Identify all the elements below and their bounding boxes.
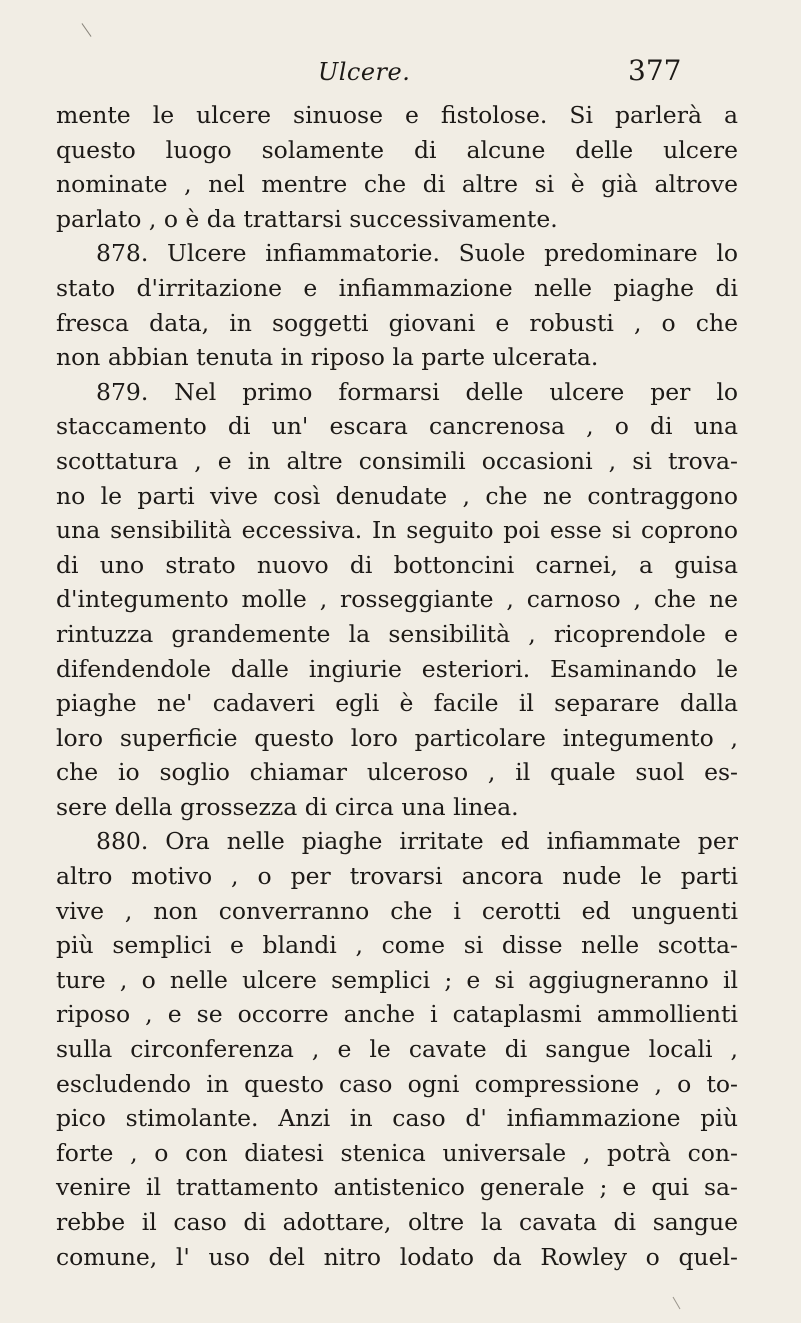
stray-mark bbox=[673, 1297, 681, 1310]
text-line: 880. Ora nelle piaghe irritate ed infiammate per bbox=[96, 827, 738, 856]
body-text bbox=[56, 98, 738, 1274]
text-line: comune, l' uso del nitro lodato da Rowley o quel- bbox=[56, 1242, 738, 1271]
text-line: questo luogo solamente di alcune delle ulcere bbox=[56, 135, 738, 164]
text-line: 879. Nel primo formarsi delle ulcere per lo bbox=[96, 377, 738, 406]
text-line: che io soglio chiamar ulceroso , il quale suol es- bbox=[56, 758, 738, 787]
text-line: sulla circonferenza , e le cavate di sangue locali , bbox=[56, 1035, 738, 1064]
stray-mark bbox=[82, 23, 92, 37]
text-line: d'integumento molle , rosseggiante , carnoso , che ne bbox=[56, 585, 738, 614]
page-number: 377 bbox=[628, 54, 682, 87]
text-line: mente le ulcere sinuose e fistolose. Si parlerà a bbox=[56, 101, 738, 129]
text-line: venire il trattamento antistenico generale ; e qui sa- bbox=[56, 1173, 738, 1202]
text-line: rebbe il caso di adottare, oltre la cavata di sangue bbox=[56, 1208, 738, 1236]
text-line: escludendo in questo caso ogni compressione , o to- bbox=[56, 1069, 738, 1098]
text-line: non abbian tenuta in riposo la parte ulcerata. bbox=[56, 343, 599, 372]
running-head: Ulcere. bbox=[318, 58, 411, 86]
text-line: fresca data, in soggetti giovani e robusti , o che bbox=[56, 308, 738, 337]
text-line: nominate , nel mentre che di altre si è già altrove bbox=[56, 170, 738, 199]
text-line: stato d'irritazione e infiammazione nelle piaghe di bbox=[56, 273, 738, 302]
page-header bbox=[0, 50, 801, 90]
text-line: 878. Ulcere infiammatorie. Suole predominare lo bbox=[96, 239, 738, 268]
text-line: una sensibilità eccessiva. In seguito poi esse si coprono bbox=[56, 516, 738, 545]
text-line: di uno strato nuovo di bottoncini carnei, a guisa bbox=[56, 550, 738, 579]
text-line: parlato , o è da trattarsi successivamente. bbox=[56, 204, 558, 233]
text-line: staccamento di un' escara cancrenosa , o di una bbox=[56, 412, 738, 441]
text-line: difendendole dalle ingiurie esteriori. Esaminando le bbox=[56, 654, 738, 683]
text-line: forte , o con diatesi stenica universale , potrà con- bbox=[56, 1138, 738, 1167]
text-line: pico stimolante. Anzi in caso d' infiammazione più bbox=[56, 1104, 738, 1133]
text-line: vive , non converranno che i cerotti ed unguenti bbox=[56, 896, 738, 925]
text-line: loro superficie questo loro particolare integumento , bbox=[56, 723, 738, 752]
text-line: scottatura , e in altre consimili occasioni , si trova- bbox=[56, 446, 738, 475]
text-line: ture , o nelle ulcere semplici ; e si aggiugneranno il bbox=[56, 965, 738, 994]
text-line: sere della grossezza di circa una linea. bbox=[56, 792, 519, 821]
text-line: altro motivo , o per trovarsi ancora nude le parti bbox=[56, 862, 738, 891]
text-line: rintuzza grandemente la sensibilità , ricoprendole e bbox=[56, 619, 738, 648]
text-line: riposo , e se occorre anche i cataplasmi ammollienti bbox=[56, 1000, 738, 1029]
text-line: più semplici e blandi , come si disse nelle scotta- bbox=[56, 931, 738, 960]
text-line: no le parti vive così denudate , che ne contraggono bbox=[56, 481, 738, 510]
text-line: piaghe ne' cadaveri egli è facile il separare dalla bbox=[56, 689, 738, 718]
